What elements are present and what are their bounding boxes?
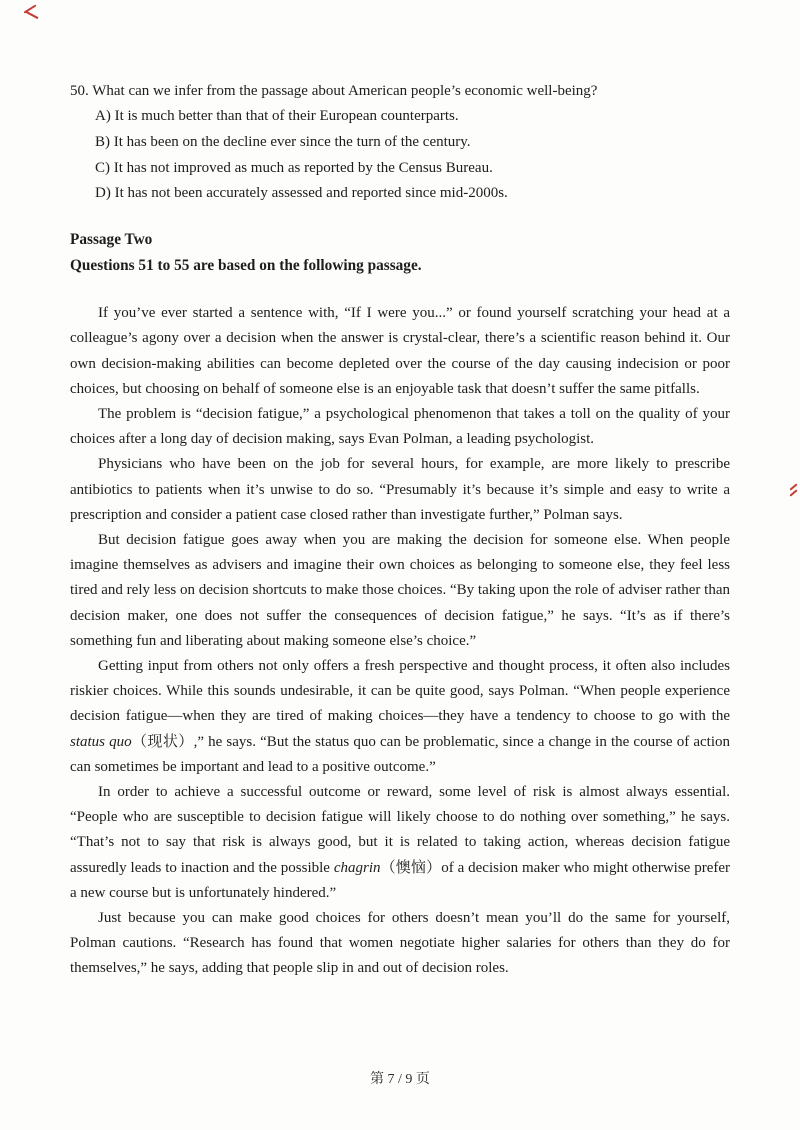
passage-paragraph-2: The problem is “decision fatigue,” a psychological phenomenon that takes a toll on the quality of your choices after a long day of decision making, says Evan Polman, a leading psychologist. (70, 406, 730, 448)
passage-instruction: Questions 51 to 55 are based on the following passage. (70, 257, 422, 275)
passage-paragraph-5: Getting input from others not only offers a fresh perspective and thought process, it often also includes riskier choices. While this sounds undesirable, it can be quite good, says Polman. “When people experience decision fatigue—when they are tired of making choices—they have a tendency to choose to go with the status quo（现状）,” he says. “But the status quo can be problematic, since a change in the course of action can sometimes be important and lead to a positive outcome.” (70, 658, 730, 775)
passage-paragraph-4: But decision fatigue goes away when you are making the decision for someone else. When people imagine themselves as advisers and imagine their own choices as belonging to someone else, they feel less tired and rely less on decision shortcuts to make those choices. “By taking upon the role of adviser rather than decision maker, one does not suffer the consequences of decision fatigue,” he says. “It’s as if there’s something fun and liberating about making someone else’s choice.” (70, 532, 730, 649)
question-50-block (70, 78, 730, 207)
red-scan-mark-right-edge (789, 482, 799, 498)
passage-body (70, 301, 730, 981)
option-a (95, 104, 730, 130)
passage-header (70, 227, 730, 279)
option-a-text: It is much better than that of their European counterparts. (114, 108, 459, 124)
question-stem (70, 78, 730, 104)
passage-paragraph-7: Just because you can make good choices for others doesn’t mean you’ll do the same for yourself, Polman cautions. “Research has found that women negotiate higher salaries for others than they do for themselves,” he says, adding that people slip in and out of decision roles. (70, 910, 730, 977)
option-b-text: It has been on the decline ever since the turn of the century. (113, 133, 471, 150)
option-c-label: C) (95, 159, 110, 176)
option-c-text: It has not improved as much as reported by the Census Bureau. (113, 159, 493, 176)
passage-paragraph-3: Physicians who have been on the job for several hours, for example, are more likely to prescribe antibiotics to patients when it’s unwise to do so. “Presumably it’s because it’s simple and easy to write a prescription and consider a patient case closed rather than investigate further,” Polman says. (70, 456, 730, 523)
option-b (95, 130, 730, 156)
question-stem-text: What can we infer from the passage about American people’s economic well-being? (92, 83, 598, 99)
page-indicator: 第 7 / 9 页 (370, 1072, 430, 1087)
option-a-label: A) (95, 108, 111, 124)
question-options (95, 104, 730, 207)
option-d-text: It has not been accurately assessed and reported since mid-2000s. (114, 185, 508, 202)
passage-paragraph-1: If you’ve ever started a sentence with, “If I were you...” or found yourself scratching your head at a colleague’s agony over a decision when the answer is crystal-clear, there’s a scientific reason behind it. Our own decision-making abilities can become depleted over the course of the day causing indecision or poor choices, but choosing on behalf of someone else is an enjoyable task that doesn’t suffer the same pitfalls. (70, 305, 730, 397)
option-c (95, 156, 730, 182)
option-b-label: B) (95, 133, 110, 150)
option-d (95, 181, 730, 207)
passage-title: Passage Two (70, 231, 153, 249)
question-number: 50. (70, 83, 89, 99)
passage-paragraph-6: In order to achieve a successful outcome or reward, some level of risk is almost always essential. “People who are susceptible to decision fatigue will likely choose to do nothing over something,” he says. “That’s not to say that risk is always good, but it is related to taking action, whereas decision fatigue assuredly leads to inaction and the possible chagrin（懊恼）of a decision maker who might otherwise prefer a new course but is unfortunately hindered.” (70, 784, 731, 901)
red-scan-mark-top-left (23, 5, 41, 19)
page-footer (0, 1068, 800, 1088)
option-d-label: D) (95, 185, 111, 202)
